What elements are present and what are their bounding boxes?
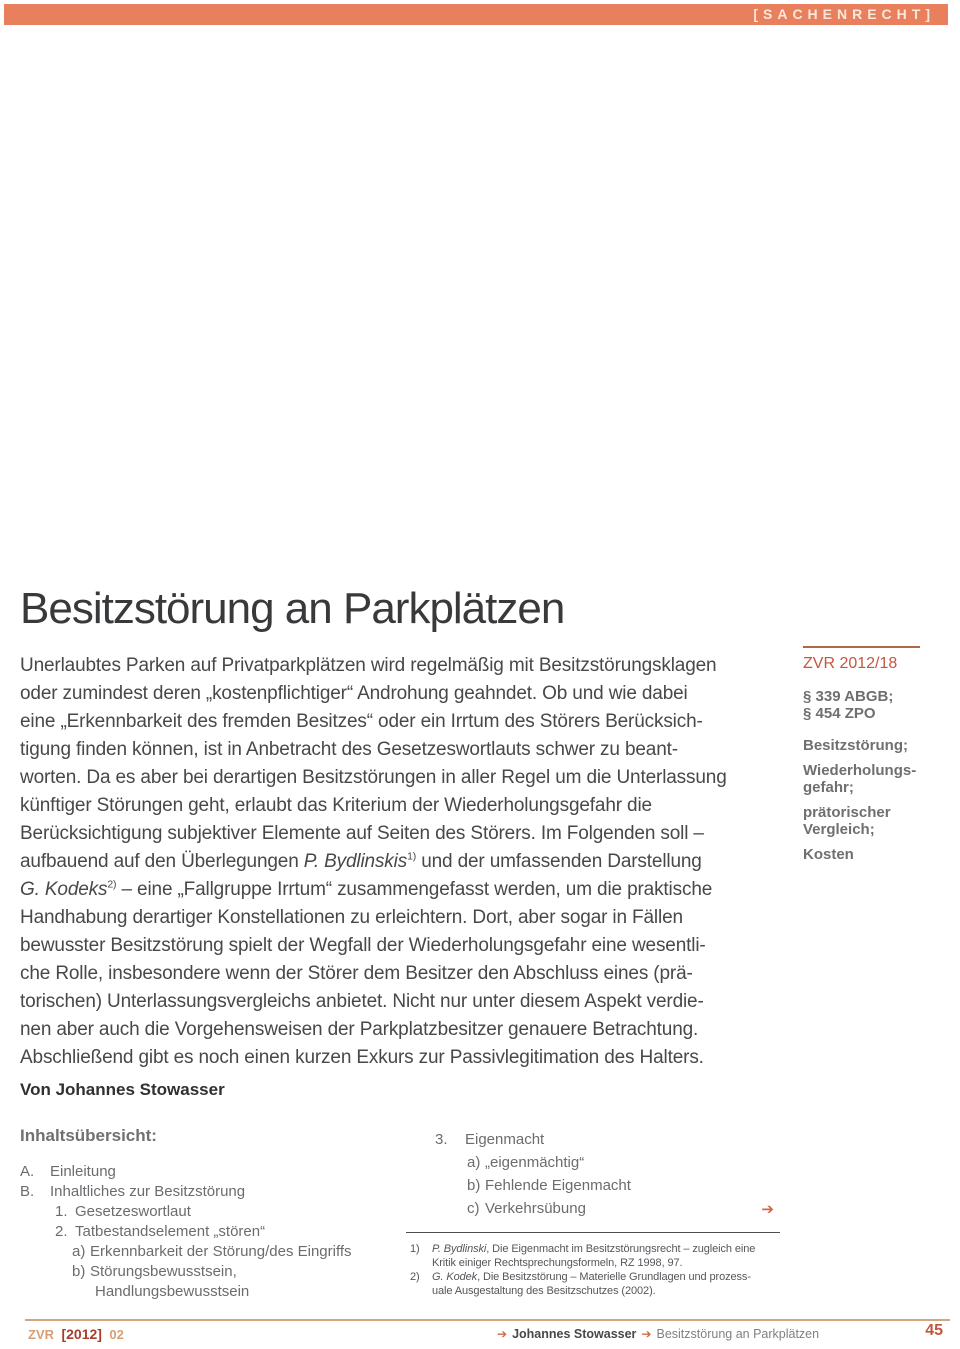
text-segment: bewusster Besitzstörung spielt der Wegfall der Wiederholungsgefahr eine wesentli-: [20, 935, 706, 956]
text-segment: aufbauend auf den Überlegungen: [20, 851, 304, 872]
footnote-line: [432, 1256, 780, 1270]
toc-item: [435, 1128, 780, 1151]
footnote-marker: 1): [410, 1243, 420, 1255]
lead-line: [20, 736, 808, 764]
footer-author: Johannes Stowasser: [512, 1327, 637, 1341]
toc-item-line: Verkehrsübung: [485, 1200, 586, 1217]
text-segment: P. Bydlinskis: [303, 851, 408, 872]
footnote-marker: 2): [410, 1271, 420, 1283]
sidebar-rule: [803, 646, 920, 648]
toc-item-line: „eigenmächtig“: [485, 1154, 585, 1171]
page-number: 45: [925, 1322, 943, 1339]
keyword: [803, 846, 943, 864]
text-segment: P. Bydlinski: [432, 1243, 487, 1255]
toc-item-text: [75, 1202, 191, 1222]
lead-line: [20, 1016, 808, 1044]
toc-item-text: [50, 1182, 245, 1202]
toc-item-label: a): [467, 1154, 481, 1171]
toc-item-label: a): [72, 1243, 86, 1260]
text-segment: Handhabung derartiger Konstellationen zu erleichtern. Dort, aber sogar in Fällen: [20, 907, 683, 928]
overview-right-column: [406, 1126, 780, 1302]
toc-item-line: Eigenmacht: [465, 1131, 545, 1148]
document-number: ZVR 2012/18: [803, 655, 898, 672]
footnote-ref: 2): [107, 879, 117, 891]
footer-journal-abbr: ZVR: [28, 1327, 54, 1342]
text-segment: tigung finden können, ist in Anbetracht des Gesetzeswortlauts schwer zu beant-: [20, 739, 678, 760]
toc-item-line: Gesetzeswortlaut: [75, 1203, 191, 1220]
article-sidebar: [803, 646, 943, 870]
footnote-text: [432, 1270, 780, 1298]
footnotes: [406, 1233, 780, 1298]
footer-issue: 02: [109, 1327, 124, 1342]
footnote-text: [432, 1242, 780, 1270]
lead-line: [20, 680, 808, 708]
footer-article-title: Besitzstörung an Parkplätzen: [656, 1327, 820, 1341]
footer-rule: [25, 1319, 950, 1321]
toc-item-line: Tatbestandselement „stören“: [75, 1223, 266, 1240]
toc-item: [72, 1242, 406, 1262]
toc-item: [72, 1262, 406, 1302]
overview-right-items: [406, 1126, 780, 1220]
toc-item-label: 2.: [55, 1223, 68, 1240]
toc-item-text: [75, 1222, 265, 1242]
toc-item-text: [465, 1128, 544, 1151]
footnote: [410, 1242, 780, 1270]
overview-heading: Inhaltsübersicht:: [20, 1126, 157, 1145]
footer-journal-info: [28, 1326, 124, 1344]
lead-line: [20, 764, 808, 792]
text-segment: G. Kodek: [432, 1271, 478, 1283]
toc-item-label: b): [467, 1177, 481, 1194]
footnote-line: [432, 1270, 780, 1284]
footnote-line: [432, 1242, 780, 1256]
author-byline: Von Johannes Stowasser: [20, 1080, 225, 1099]
lead-paragraph: [20, 652, 808, 1072]
toc-item-line: Störungsbewusstsein,: [90, 1263, 237, 1280]
toc-item-text: [485, 1174, 631, 1197]
lead-line: [20, 1044, 808, 1072]
text-segment: künftiger Störungen geht, erlaubt das Kriterium der Wiederholungsgefahr die: [20, 795, 652, 816]
toc-item-label: c): [467, 1200, 480, 1217]
toc-item-line: Handlungsbewusstsein: [95, 1283, 250, 1300]
toc-item-text: [485, 1197, 586, 1220]
arrow-right-icon: ➔: [497, 1327, 508, 1341]
toc-item: [55, 1222, 406, 1242]
text-segment: und der umfassenden Darstellung: [416, 851, 702, 872]
article-main-column: [20, 584, 808, 1302]
overview-left-items: [20, 1162, 406, 1302]
footer-year: [2012]: [61, 1326, 102, 1342]
toc-item-label: b): [72, 1263, 86, 1280]
toc-item-label: B.: [20, 1183, 35, 1200]
keyword-line: Wiederholungs-: [803, 761, 917, 779]
toc-item-label: A.: [20, 1163, 35, 1180]
toc-item: [467, 1151, 780, 1174]
keyword-list: [803, 737, 943, 863]
footnote-ref: 1): [407, 851, 417, 863]
statute-reference: § 454 ZPO: [803, 705, 876, 722]
footer-running-title: [497, 1327, 819, 1341]
toc-item-text: [485, 1151, 584, 1174]
lead-line: [20, 708, 808, 736]
lead-line: [20, 820, 808, 848]
text-segment: oder zumindest deren „kostenpflichtiger“ Androhung geahndet. Ob und wie dabei: [20, 683, 688, 704]
toc-item-label: 1.: [55, 1203, 68, 1220]
content-overview: [20, 1126, 808, 1302]
toc-item-line: Einleitung: [50, 1163, 116, 1180]
text-segment: Abschließend gibt es noch einen kurzen Exkurs zur Passivlegitimation des Halters.: [20, 1047, 704, 1068]
toc-item-text: [90, 1262, 249, 1302]
lead-line: [20, 960, 808, 988]
lead-line: [20, 792, 808, 820]
article-title: Besitzstörung an Parkplätzen: [20, 584, 565, 633]
footnote-line: [432, 1284, 780, 1298]
footnote: [410, 1270, 780, 1298]
arrow-right-icon: ➔: [641, 1327, 652, 1341]
keyword-line: Besitzstörung;: [803, 737, 908, 754]
lead-line: [20, 652, 808, 680]
keyword: [803, 737, 943, 755]
text-segment: nen aber auch die Vorgehensweisen der Parkplatzbesitzer genauere Betrachtung.: [20, 1019, 699, 1040]
keyword-line: Vergleich;: [803, 821, 875, 838]
text-segment: worten. Da es aber bei derartigen Besitzstörungen in aller Regel um die Unterlassung: [20, 767, 727, 788]
text-segment: Unerlaubtes Parken auf Privatparkplätzen wird regelmäßig mit Besitzstörungsklagen: [20, 655, 717, 676]
section-header-bar: [4, 4, 948, 25]
text-segment: che Rolle, insbesondere wenn der Störer dem Besitzer den Abschluss eines (prä-: [20, 963, 693, 984]
text-segment: , Die Eigenmacht im Besitzstörungsrecht – zugleich eine: [486, 1243, 756, 1255]
text-segment: torischen) Unterlassungsvergleichs anbietet. Nicht nur unter diesem Aspekt verdie-: [20, 991, 704, 1012]
toc-item-text: [90, 1242, 352, 1262]
toc-item-label: 3.: [435, 1131, 448, 1148]
lead-line: [20, 848, 808, 876]
keyword-line: prätorischer: [803, 803, 891, 821]
keyword-line: gefahr;: [803, 779, 854, 796]
toc-item-line: Erkennbarkeit der Störung/des Eingriffs: [90, 1243, 352, 1260]
text-segment: , Die Besitzstörung – Materielle Grundlagen und prozess-: [477, 1271, 751, 1283]
toc-item: [55, 1202, 406, 1222]
toc-item: [20, 1162, 406, 1182]
toc-item-text: [50, 1162, 116, 1182]
statute-references: [803, 688, 943, 722]
text-segment: eine „Erkennbarkeit des fremden Besitzes“ oder ein Irrtum des Störers Berücksich-: [20, 711, 703, 732]
text-segment: G. Kodeks: [20, 879, 108, 900]
lead-line: [20, 932, 808, 960]
text-segment: Berücksichtigung subjektiver Elemente auf Seiten des Störers. Im Folgenden soll –: [20, 823, 704, 844]
toc-item-line: Fehlende Eigenmacht: [485, 1177, 631, 1194]
lead-line: [20, 988, 808, 1016]
toc-item-line: Inhaltliches zur Besitzstörung: [50, 1183, 246, 1200]
continuation-arrow-icon: ➔: [761, 1201, 774, 1218]
text-segment: Kritik einiger Rechtsprechungsformeln, RZ 1998, 97.: [432, 1257, 683, 1269]
keyword: [803, 762, 943, 797]
lead-line: [20, 876, 808, 904]
section-label: [SACHENRECHT]: [753, 6, 935, 22]
statute-reference: § 339 ABGB;: [803, 688, 894, 705]
toc-item: [20, 1182, 406, 1202]
overview-left-column: [20, 1126, 406, 1302]
keyword: [803, 804, 943, 839]
toc-item: [467, 1197, 780, 1220]
text-segment: uale Ausgestaltung des Besitzschutzes (2002).: [432, 1285, 656, 1297]
lead-line: [20, 904, 808, 932]
text-segment: – eine „Fallgruppe Irrtum“ zusammengefasst werden, um die praktische: [116, 879, 713, 900]
toc-item: [467, 1174, 780, 1197]
keyword-line: Kosten: [803, 845, 854, 863]
